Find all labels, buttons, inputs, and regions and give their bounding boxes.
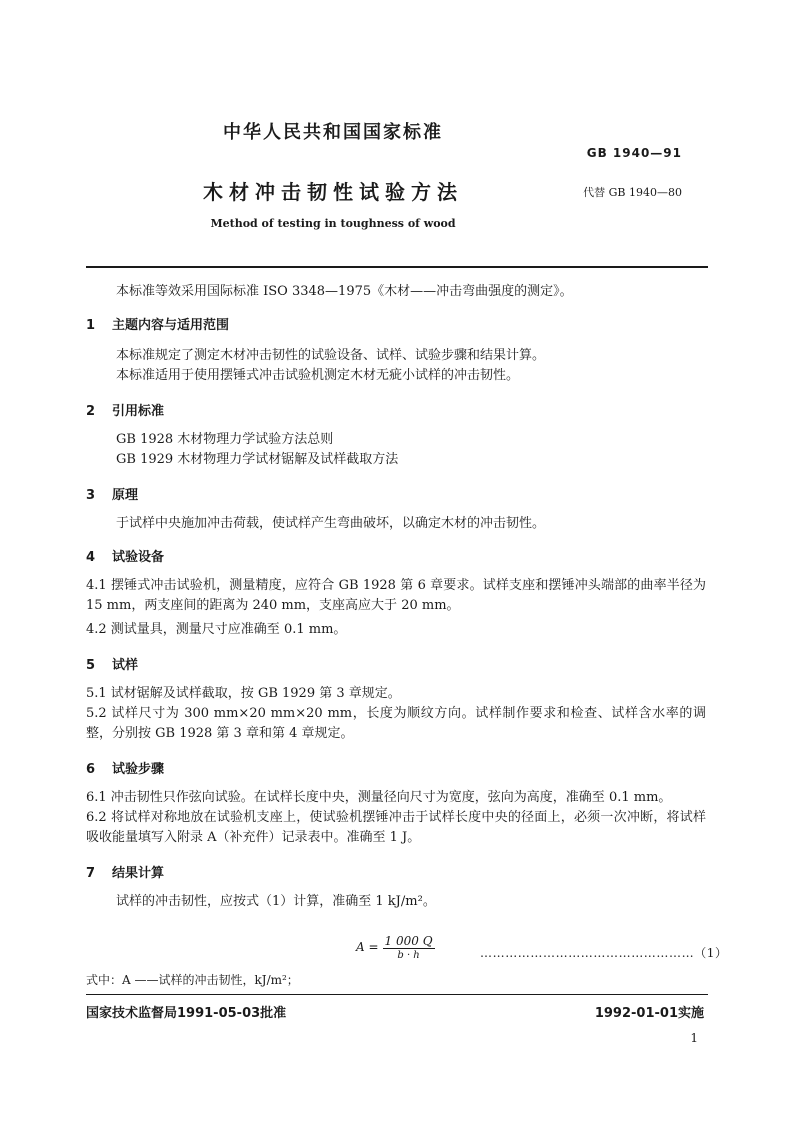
- country-standard-heading: 中华人民共和国国家标准: [223, 122, 443, 143]
- formula-lhs: A =: [356, 940, 379, 954]
- intro-paragraph: 本标准等效采用国际标准 ISO 3348—1975《木材——冲击弯曲强度的测定》。: [116, 284, 573, 299]
- section-3-heading: [86, 484, 138, 503]
- page-number: 1: [690, 1031, 698, 1045]
- section-1-heading: [86, 314, 229, 333]
- section-title: 原理: [112, 488, 139, 503]
- section-3-paragraph: 于试样中央施加冲击荷载，使试样产生弯曲破坏，以确定木材的冲击韧性。: [116, 516, 546, 531]
- section-title: 主题内容与适用范围: [112, 318, 230, 333]
- section-title: 引用标准: [112, 404, 165, 419]
- reference-item: GB 1929 木材物理力学试材锯解及试样截取方法: [116, 452, 399, 467]
- section-number: 5: [86, 658, 96, 673]
- formula-leader-number: ……………………………………………（1）: [480, 946, 728, 960]
- formula-denominator: b · h: [397, 950, 420, 961]
- section-7-paragraph: 试样的冲击韧性，应按式（1）计算，准确至 1 kJ/m²。: [116, 894, 436, 909]
- english-title: Method of testing in toughness of wood: [210, 217, 456, 230]
- reference-item: GB 1928 木材物理力学试验方法总则: [116, 432, 334, 447]
- section-1-paragraph: 本标准规定了测定木材冲击韧性的试验设备、试样、试验步骤和结果计算。: [116, 348, 546, 363]
- formula: [356, 934, 435, 961]
- effective-date: 1992-01-01实施: [594, 1006, 704, 1021]
- clause-5-2: 5.2 试样尺寸为 300 mm×20 mm×20 mm，长度为顺纹方向。试样制作要求和检查、试样含水率的调整，分别按 GB 1928 第 3 章和第 4 章规定。: [86, 706, 706, 741]
- section-5-heading: [86, 654, 138, 673]
- section-title: 结果计算: [112, 866, 165, 881]
- clause-4-1: 4.1 摆锤式冲击试验机，测量精度，应符合 GB 1928 第 6 章要求。试样支座和摆锤冲头端部的曲率半径为 15 mm，两支座间的距离为 240 mm，支座高应大于 20 mm。: [86, 578, 706, 613]
- section-1-paragraph: 本标准适用于使用摆锤式冲击试验机测定木材无疵小试样的冲击韧性。: [116, 368, 520, 383]
- section-number: 4: [86, 550, 96, 565]
- section-4-heading: [86, 546, 164, 565]
- section-number: 2: [86, 404, 96, 419]
- clause-6-1: 6.1 冲击韧性只作弦向试验。在试样长度中央，测量径向尺寸为宽度，弦向为高度，准确至 0.1 mm。: [86, 790, 672, 805]
- footer-divider: [86, 994, 708, 995]
- section-number: 1: [86, 318, 96, 333]
- section-number: 6: [86, 762, 96, 777]
- section-7-heading: [86, 862, 164, 881]
- clause-4-2: 4.2 测试量具，测量尺寸应准确至 0.1 mm。: [86, 622, 347, 637]
- clause-6-2: 6.2 将试样对称地放在试验机支座上，使试验机摆锤冲击于试样长度中央的径面上，必须一次冲断，将试样吸收能量填写入附录 A（补充件）记录表中。准确至 1 J。: [86, 810, 706, 845]
- section-2-heading: [86, 400, 164, 419]
- formula-numerator: 1 000 Q: [384, 934, 433, 948]
- where-line: 式中：A ——试样的冲击韧性，kJ/m²；: [86, 973, 299, 987]
- document-title: 木材冲击韧性试验方法: [203, 180, 463, 204]
- header-divider: [86, 266, 708, 268]
- section-6-heading: [86, 758, 164, 777]
- approval-line: 国家技术监督局1991-05-03批准: [86, 1006, 287, 1021]
- formula-fraction: [383, 934, 435, 961]
- clause-5-1: 5.1 试材锯解及试样截取，按 GB 1929 第 3 章规定。: [86, 686, 401, 701]
- section-title: 试验设备: [112, 550, 165, 565]
- standard-code: GB 1940—91: [586, 146, 682, 160]
- section-number: 3: [86, 488, 96, 503]
- section-title: 试验步骤: [112, 762, 165, 777]
- replaces-standard: 代替 GB 1940—80: [583, 186, 682, 199]
- section-title: 试样: [112, 658, 139, 673]
- section-number: 7: [86, 866, 96, 881]
